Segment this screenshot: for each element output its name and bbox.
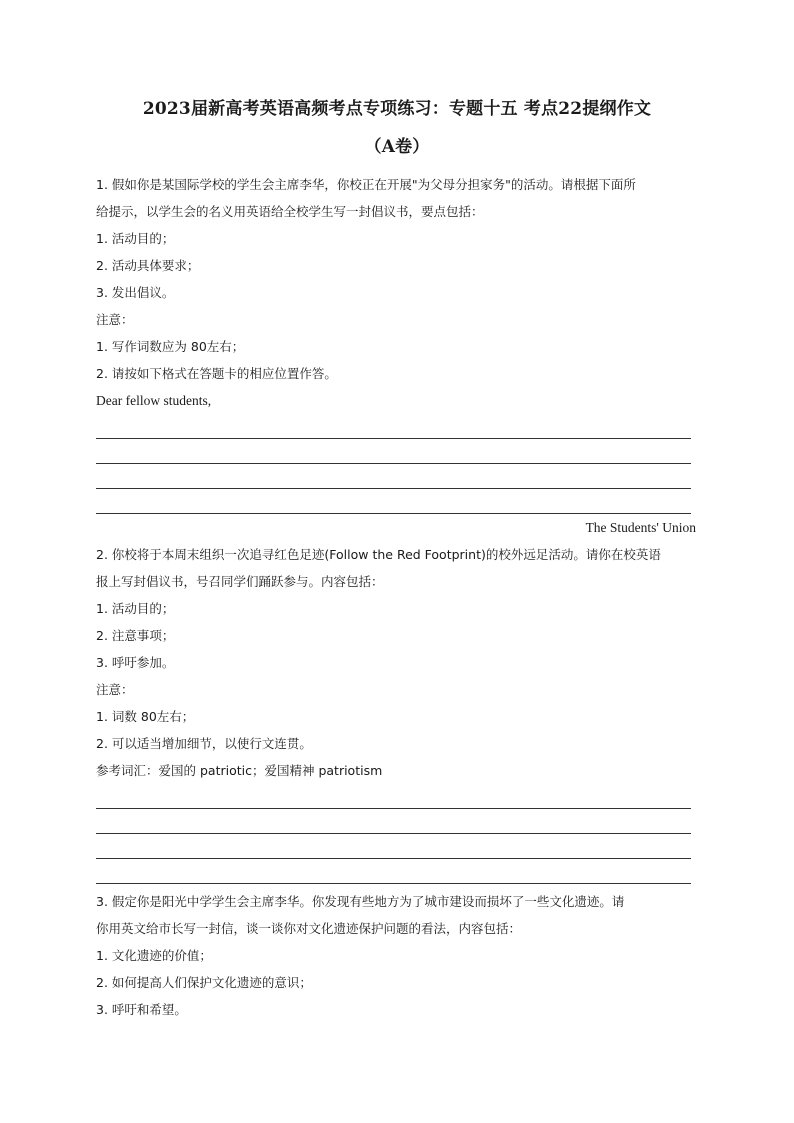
question-1-note-2: 2. 请按如下格式在答题卡的相应位置作答。 bbox=[96, 366, 337, 381]
question-1-notes-label: 注意： bbox=[96, 312, 134, 327]
answer-line bbox=[96, 489, 691, 514]
answer-line bbox=[96, 834, 691, 859]
document-subtitle: （A卷） bbox=[364, 137, 430, 157]
question-3 bbox=[96, 888, 696, 1023]
answer-line bbox=[96, 809, 691, 834]
answer-line bbox=[96, 784, 691, 809]
question-1-prompt-line-1: 1. 假如你是某国际学校的学生会主席李华，你校正在开展"为父母分担家务"的活动。请根据下面所 bbox=[96, 177, 636, 192]
answer-line bbox=[96, 414, 691, 439]
question-1-point-3: 3. 发出倡议。 bbox=[96, 285, 175, 300]
question-3-point-2: 2. 如何提高人们保护文化遗迹的意识； bbox=[96, 975, 312, 990]
question-3-prompt-line-2: 你用英文给市长写一封信，谈一谈你对文化遗迹保护问题的看法，内容包括： bbox=[96, 921, 522, 936]
question-1 bbox=[96, 171, 696, 541]
question-2-point-3: 3. 呼吁参加。 bbox=[96, 655, 175, 670]
question-2-point-1: 1. 活动目的； bbox=[96, 601, 175, 616]
question-2-vocab: 参考词汇：爱国的 patriotic；爱国精神 patriotism bbox=[96, 763, 383, 778]
question-1-greeting: Dear fellow students, bbox=[96, 393, 212, 408]
question-2-prompt-line-1: 2. 你校将于本周末组织一次追寻红色足迹(Follow the Red Footprint)的校外远足活动。请你在校英语 bbox=[96, 547, 661, 562]
question-1-point-1: 1. 活动目的； bbox=[96, 231, 175, 246]
question-2-note-1: 1. 词数 80左右； bbox=[96, 709, 195, 724]
answer-line bbox=[96, 464, 691, 489]
question-3-point-1: 1. 文化遗迹的价值； bbox=[96, 948, 212, 963]
question-2-point-2: 2. 注意事项； bbox=[96, 628, 175, 643]
document-title: 2023届新高考英语高频考点专项练习：专题十五 考点22提纲作文 bbox=[142, 99, 652, 119]
question-3-prompt-line-1: 3. 假定你是阳光中学学生会主席李华。你发现有些地方为了城市建设而损坏了一些文化遗迹。请 bbox=[96, 894, 625, 909]
question-1-prompt-line-2: 给提示，以学生会的名义用英语给全校学生写一封倡议书，要点包括： bbox=[96, 204, 484, 219]
answer-line bbox=[96, 859, 691, 884]
question-2-prompt-line-2: 报上写封倡议书，号召同学们踊跃参与。内容包括： bbox=[96, 574, 384, 589]
answer-line bbox=[96, 439, 691, 464]
question-2-notes-label: 注意： bbox=[96, 682, 134, 697]
question-1-signature: The Students' Union bbox=[585, 520, 696, 535]
question-3-point-3: 3. 呼吁和希望。 bbox=[96, 1002, 187, 1017]
question-2 bbox=[96, 541, 696, 888]
document-body bbox=[96, 171, 696, 1023]
question-2-note-2: 2. 可以适当增加细节，以使行文连贯。 bbox=[96, 736, 312, 751]
question-1-point-2: 2. 活动具体要求； bbox=[96, 258, 200, 273]
question-1-note-1: 1. 写作词数应为 80左右； bbox=[96, 339, 245, 354]
